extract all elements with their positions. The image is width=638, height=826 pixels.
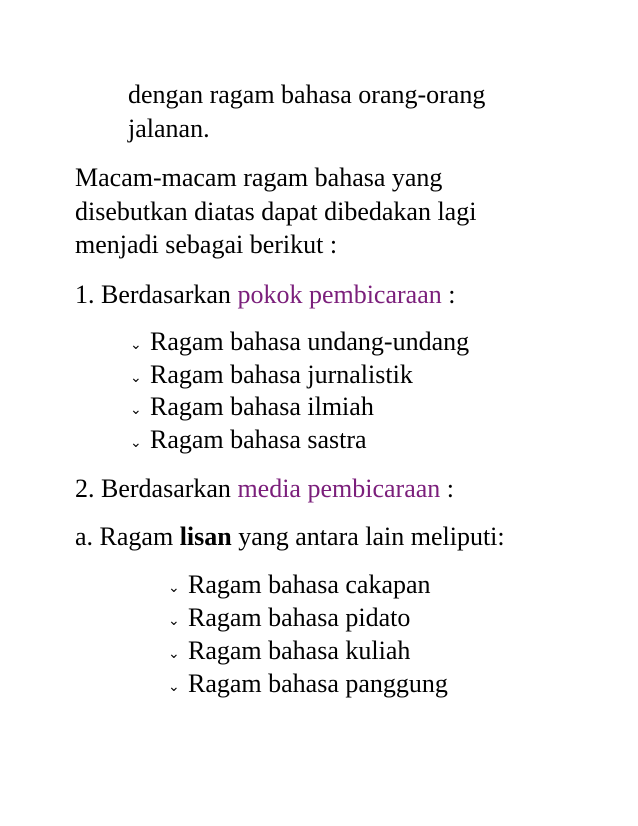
list-item-text: Ragam bahasa panggung [188,669,448,698]
bullet-icon [130,429,142,459]
intro-line-1: dengan ragam bahasa orang-orang [128,80,486,109]
section-1-heading [75,280,455,310]
subsection-a-prefix: a. Ragam [75,522,180,551]
list-item-text: Ragam bahasa kuliah [188,636,411,665]
list-item-text: Ragam bahasa cakapan [188,570,431,599]
list-item [130,392,530,422]
section-2-prefix: 2. Berdasarkan [75,474,238,503]
section-2-heading [75,474,454,504]
bullet-icon [130,331,142,361]
bullet-icon [168,673,180,703]
paragraph-line-2: disebutkan diatas dapat dibedakan lagi [75,197,477,226]
section-1-prefix: 1. Berdasarkan [75,280,238,309]
subsection-a-heading [75,522,505,552]
bullet-icon [130,364,142,394]
subsection-a-bold: lisan [179,522,232,551]
bullet-icon [168,574,180,604]
list-item-text: Ragam bahasa ilmiah [150,392,374,421]
section-1-highlight: pokok pembicaraan [237,280,442,309]
list-item [130,360,530,390]
list-item [168,603,568,633]
bullet-icon [168,640,180,670]
paragraph-line-1: Macam-macam ragam bahasa yang [75,163,443,192]
section-1-suffix: : [441,280,456,309]
bullet-icon [168,607,180,637]
list-item [130,327,530,357]
list-item [168,669,568,699]
list-item-text: Ragam bahasa undang-undang [150,327,470,356]
list-item-text: Ragam bahasa pidato [188,603,411,632]
list-item [130,425,530,455]
section-2-highlight: media pembicaraan [237,474,441,503]
subsection-a-suffix: yang antara lain meliputi: [231,522,505,551]
list-item [168,636,568,666]
section-2-suffix: : [440,474,455,503]
list-item-text: Ragam bahasa jurnalistik [150,360,413,389]
intro-line-2: jalanan. [128,114,210,143]
list-item-text: Ragam bahasa sastra [150,425,367,454]
paragraph-line-3: menjadi sebagai berikut : [75,230,338,259]
bullet-icon [130,396,142,426]
list-item [168,570,568,600]
